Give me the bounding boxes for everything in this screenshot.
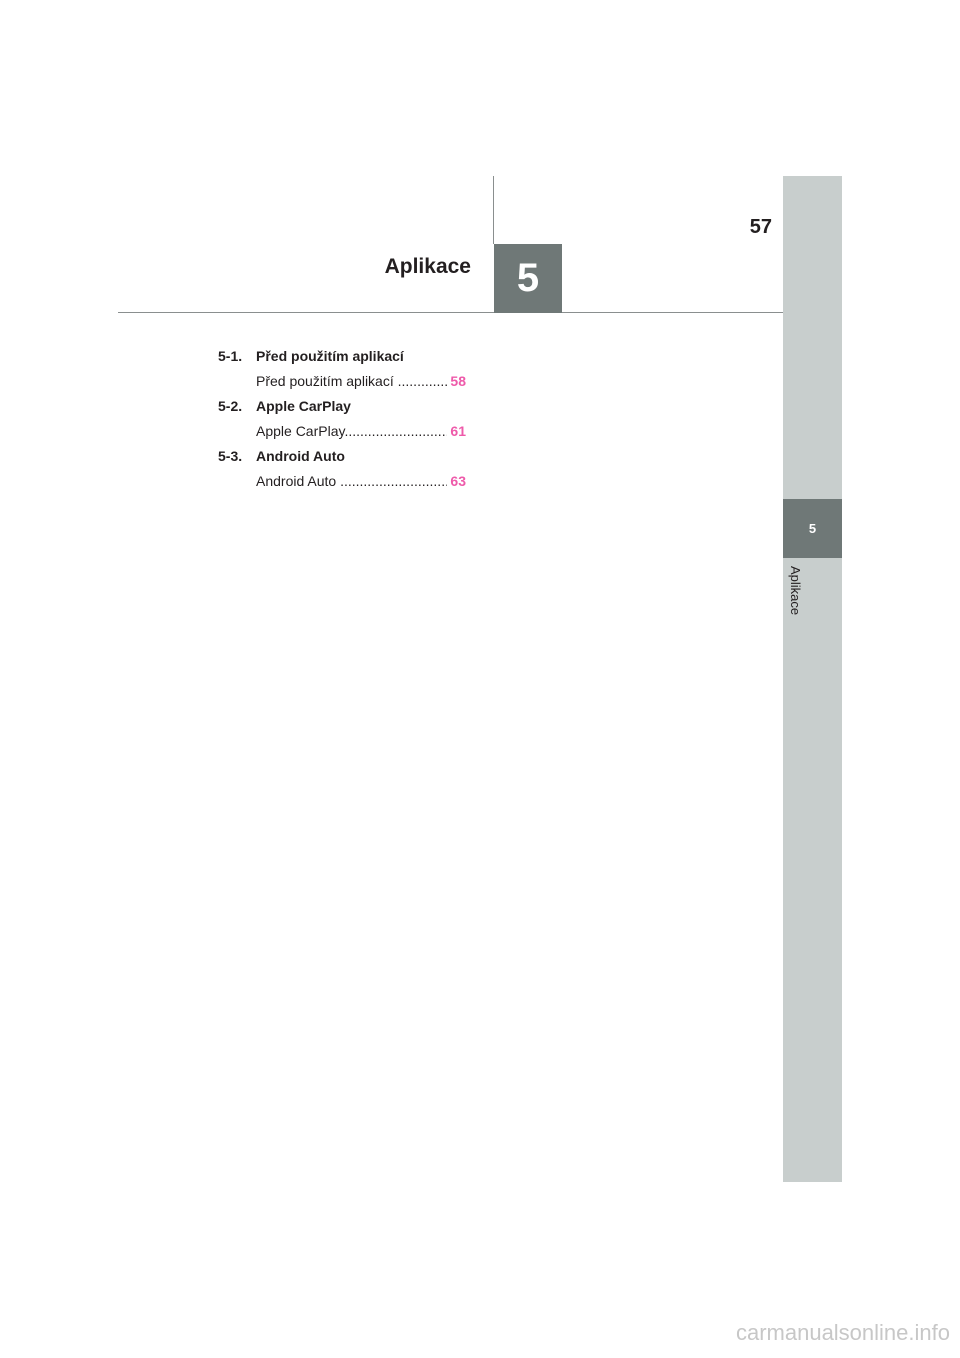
toc-entry-page-link[interactable]: 58	[450, 373, 466, 389]
page-number: 57	[749, 216, 772, 238]
chapter-number-box: 5	[494, 244, 562, 313]
toc-section-heading	[218, 394, 478, 419]
toc-entry-title: Apple CarPlay .....	[256, 419, 447, 444]
header-horizontal-rule	[118, 312, 783, 313]
toc-section-heading	[218, 344, 478, 369]
toc-entry-page-link[interactable]: 61	[450, 423, 466, 439]
header-vertical-rule	[493, 176, 494, 244]
toc-section-number: 5-2.	[218, 398, 243, 414]
chapter-title: Aplikace	[384, 255, 471, 278]
toc-entry[interactable]	[218, 369, 466, 394]
sidebar-chapter-label: Aplikace	[788, 566, 803, 616]
toc-section-number: 5-3.	[218, 448, 243, 464]
toc-entry[interactable]	[218, 419, 466, 444]
toc-section-title: Apple CarPlay	[256, 398, 351, 414]
table-of-contents	[218, 344, 478, 494]
toc-section-title: Před použitím aplikací	[256, 348, 404, 364]
toc-entry[interactable]	[218, 469, 466, 494]
watermark: carmanualsonline.info	[735, 1320, 950, 1345]
toc-entry-title: Android Auto .....	[256, 469, 447, 494]
toc-entry-title: Před použitím aplikací .....	[256, 369, 447, 394]
toc-section-heading	[218, 444, 478, 469]
toc-entry-page-link[interactable]: 63	[450, 473, 466, 489]
toc-section-number: 5-1.	[218, 348, 243, 364]
toc-section-title: Android Auto	[256, 448, 345, 464]
sidebar-strip	[783, 176, 842, 1182]
sidebar-chapter-tab[interactable]: 5	[783, 499, 842, 558]
